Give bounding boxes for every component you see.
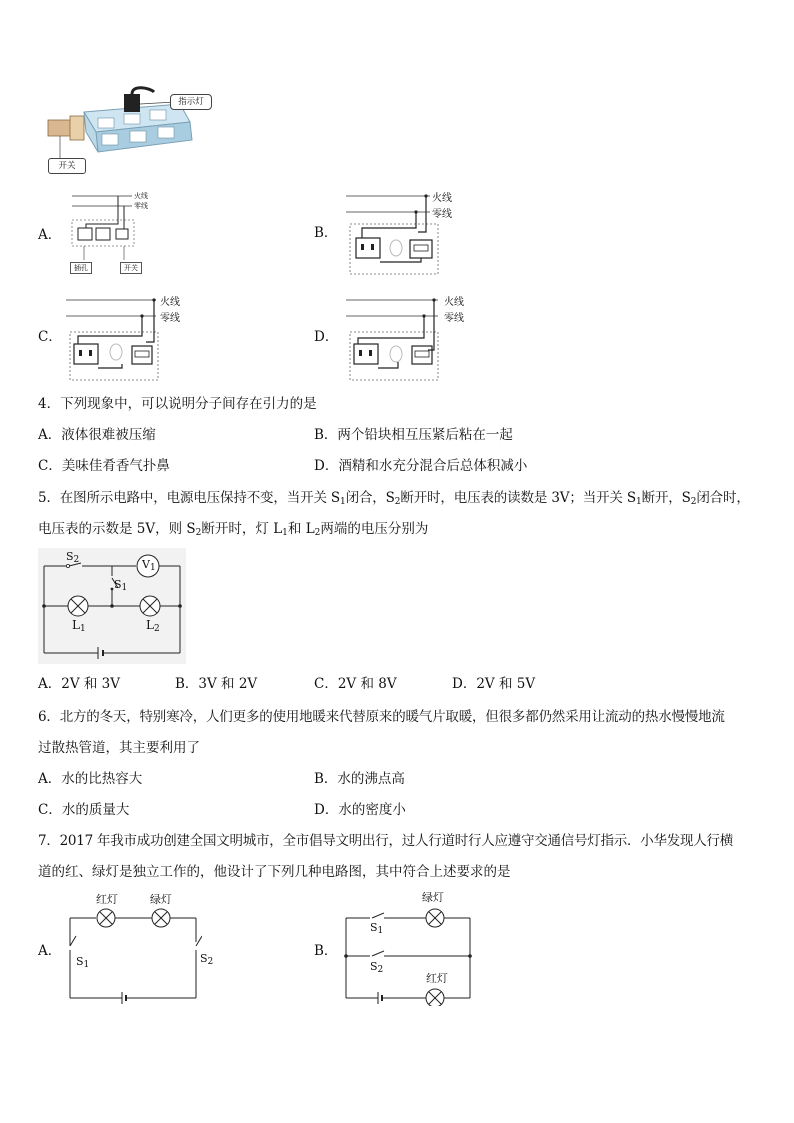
indicator-callout: 指示灯 — [170, 94, 212, 110]
q3-option-c-letter: C． — [38, 329, 62, 345]
q7-option-b-diagram — [342, 904, 474, 1006]
q3-option-d-letter: D． — [314, 329, 339, 345]
q6-option-d: D．水的密度小 — [314, 802, 406, 818]
q4-stem: 4．下列现象中，可以说明分子间存在引力的是 — [38, 396, 317, 412]
q7-b-green-label: 绿灯 — [422, 891, 444, 904]
q7-b-s2-label: $S_2$ — [370, 960, 384, 975]
q5-s2-label: $S_2$ — [66, 550, 80, 565]
q7-a-s2-label: $S_2$ — [200, 952, 214, 967]
q3-option-d-diagram — [344, 292, 444, 384]
q6-stem-line2: 过散热管道，其主要利用了 — [38, 740, 200, 756]
q6-stem-line1: 6．北方的冬天，特别寒冷，人们更多的使用地暖来代替原来的暖气片取暖，但很多都仍然采用让流动的热水慢慢地流 — [38, 709, 725, 725]
q5-voltmeter-label: $V_1$ — [142, 558, 156, 573]
q7-a-red-label: 红灯 — [96, 893, 118, 906]
q3-c-live-label: 火线 — [160, 297, 180, 308]
q7-stem-line1: 7．2017 年我市成功创建全国文明城市，全市倡导文明出行，过人行道时行人应遵守交通信号灯指示．小华发现人行横 — [38, 833, 733, 849]
q7-option-b-letter: B． — [314, 943, 338, 959]
q3-a-socket-label: 插孔 — [70, 262, 92, 274]
q5-stem-line2: 电压表的示数是 5V，则 $S_2$断开时，灯 $L_1$和 $L_2$两端的电压分别为 — [38, 521, 429, 538]
q3-a-neutral-label: 零线 — [134, 202, 148, 210]
q6-option-a: A．水的比热容大 — [38, 771, 143, 787]
q5-option-b: B．3V 和 2V — [175, 676, 258, 692]
q3-c-neutral-label: 零线 — [160, 313, 180, 324]
q3-b-neutral-label: 零线 — [432, 209, 452, 220]
q7-b-red-label: 红灯 — [426, 972, 448, 985]
q5-l2-label: $L_2$ — [146, 618, 160, 634]
q5-option-c: C．2V 和 8V — [314, 676, 397, 692]
switch-callout: 开关 — [48, 158, 86, 174]
q6-option-b: B．水的沸点高 — [314, 771, 405, 787]
q5-circuit-diagram — [36, 548, 188, 664]
q3-b-live-label: 火线 — [432, 193, 452, 204]
q5-l1-label: $L_1$ — [72, 618, 86, 634]
q3-option-c-diagram — [64, 292, 164, 384]
q7-a-s1-label: $S_1$ — [76, 955, 90, 970]
q7-b-s1-label: $S_1$ — [370, 921, 384, 936]
q3-option-a-letter: A． — [38, 227, 62, 243]
q3-option-b-diagram — [344, 188, 444, 278]
q7-stem-line2: 道的红、绿灯是独立工作的，他设计了下列几种电路图，其中符合上述要求的是 — [38, 864, 511, 880]
q4-option-b: B．两个铅块相互压紧后粘在一起 — [314, 427, 513, 443]
q4-option-d: D．酒精和水充分混合后总体积减小 — [314, 458, 528, 474]
q3-option-b-letter: B． — [314, 225, 338, 241]
q7-option-a-letter: A． — [38, 943, 62, 959]
q5-option-d: D．2V 和 5V — [452, 676, 536, 692]
q5-option-a: A．2V 和 3V — [38, 676, 121, 692]
q3-d-neutral-label: 零线 — [444, 313, 464, 324]
q4-option-c: C．美味佳肴香气扑鼻 — [38, 458, 170, 474]
q7-a-green-label: 绿灯 — [150, 893, 172, 906]
q6-option-c: C．水的质量大 — [38, 802, 130, 818]
q5-s1-label: $S_1$ — [114, 578, 128, 593]
q3-a-switch-label: 开关 — [120, 262, 142, 274]
q3-d-live-label: 火线 — [444, 297, 464, 308]
q3-a-live-label: 火线 — [134, 192, 148, 200]
q4-option-a: A．液体很难被压缩 — [38, 427, 156, 443]
q5-stem-line1: 5．在图所示电路中，电源电压保持不变，当开关 $S_1$闭合，$S_2$断开时，电压表的读数是 3V；当开关 $S_1$断开，$S_2$闭合时， — [38, 490, 750, 507]
